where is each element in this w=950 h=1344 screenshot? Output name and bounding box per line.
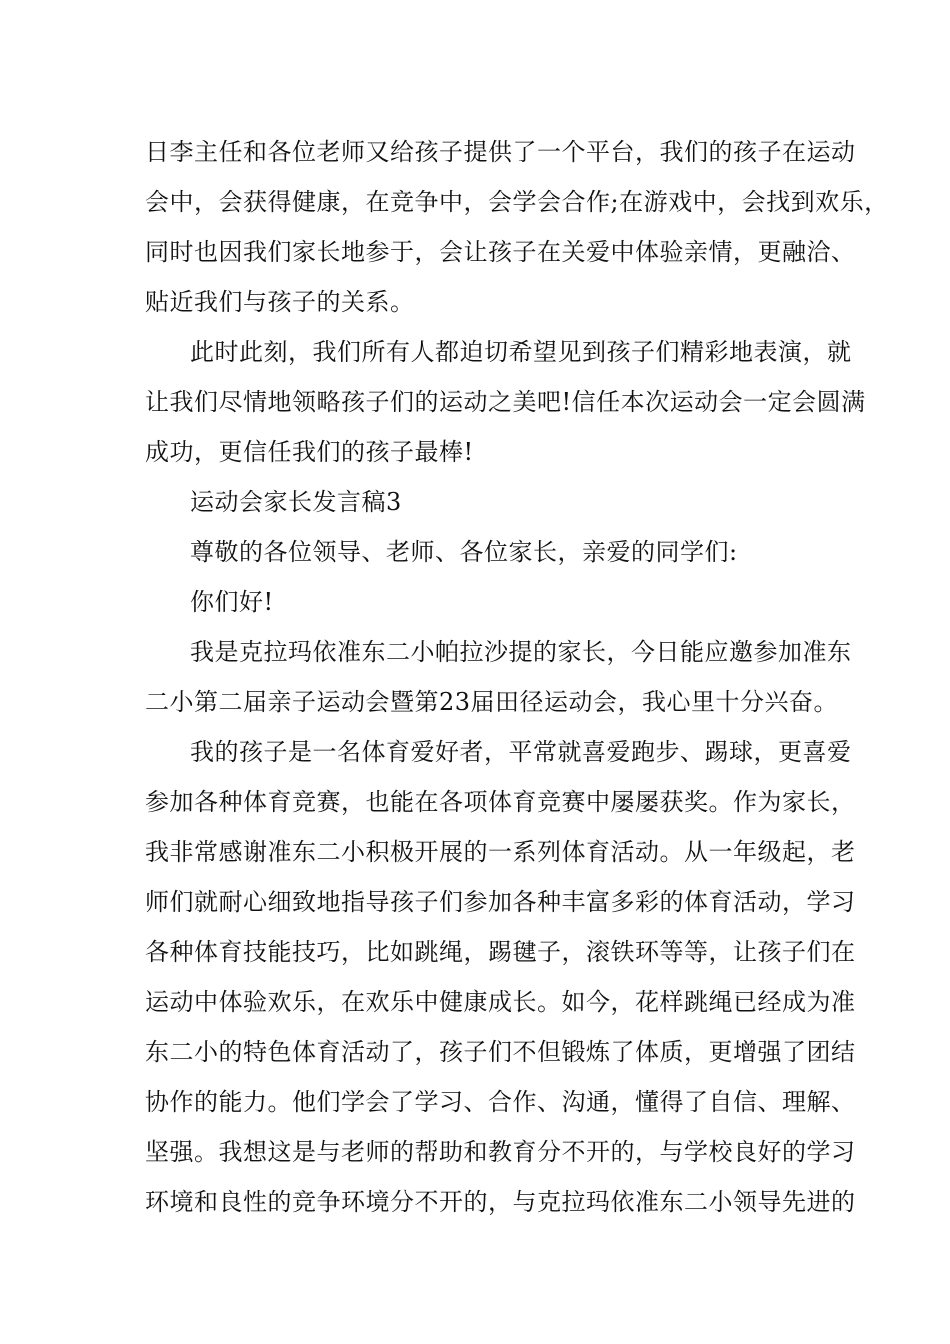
paragraph-line: 我是克拉玛依准东二小帕拉沙提的家长，今日能应邀参加准东 (190, 638, 852, 666)
greeting-line: 你们好! (190, 588, 274, 616)
paragraph-line: 坚强。我想这是与老师的帮助和教育分不开的，与学校良好的学习 (145, 1138, 856, 1166)
paragraph-line: 参加各种体育竞赛，也能在各项体育竞赛中屡屡获奖。作为家长， (145, 788, 856, 816)
paragraph-line: 我的孩子是一名体育爱好者，平常就喜爱跑步、踢球，更喜爱 (190, 738, 852, 766)
paragraph-line: 会中，会获得健康，在竞争中，会学会合作;在游戏中，会找到欢乐， (145, 188, 889, 216)
paragraph-line: 师们就耐心细致地指导孩子们参加各种丰富多彩的体育活动，学习 (145, 888, 856, 916)
paragraph-line: 我非常感谢准东二小积极开展的一系列体育活动。从一年级起，老 (145, 838, 856, 866)
paragraph-line: 此时此刻，我们所有人都迫切希望见到孩子们精彩地表演，就 (190, 338, 852, 366)
paragraph-line: 日李主任和各位老师又给孩子提供了一个平台，我们的孩子在运动 (145, 138, 856, 166)
paragraph-line: 成功，更信任我们的孩子最棒! (145, 438, 474, 466)
paragraph-line: 东二小的特色体育活动了，孩子们不但锻炼了体质，更增强了团结 (145, 1038, 856, 1066)
paragraph-line: 二小第二届亲子运动会暨第23届田径运动会，我心里十分兴奋。 (145, 688, 839, 716)
paragraph-line: 协作的能力。他们学会了学习、合作、沟通，懂得了自信、理解、 (145, 1088, 856, 1116)
paragraph-line: 让我们尽情地领略孩子们的运动之美吧!信任本次运动会一定会圆满 (145, 388, 866, 416)
section-heading: 运动会家长发言稿3 (190, 488, 402, 516)
paragraph-line: 运动中体验欢乐，在欢乐中健康成长。如今，花样跳绳已经成为准 (145, 988, 856, 1016)
paragraph-line: 贴近我们与孩子的关系。 (145, 288, 415, 316)
salutation-line: 尊敬的各位领导、老师、各位家长，亲爱的同学们: (190, 538, 738, 566)
paragraph-line: 同时也因我们家长地参于，会让孩子在关爱中体验亲情，更融洽、 (145, 238, 856, 266)
paragraph-line: 环境和良性的竞争环境分不开的，与克拉玛依准东二小领导先进的 (145, 1188, 856, 1216)
paragraph-line: 各种体育技能技巧，比如跳绳，踢毽子，滚铁环等等，让孩子们在 (145, 938, 856, 966)
